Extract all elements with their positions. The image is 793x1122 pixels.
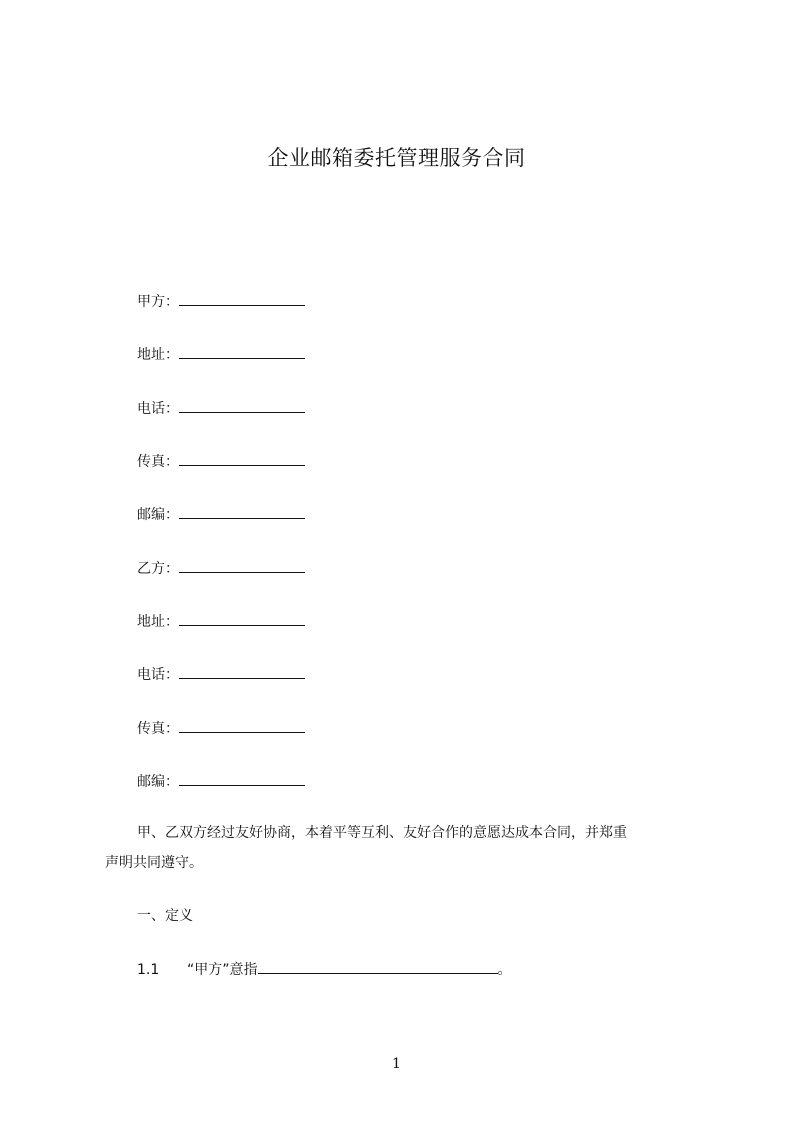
party-b-postcode-field (137, 773, 305, 790)
intro-line-1: 甲、乙双方经过友好协商，本着平等互利、友好合作的意愿达成本合同，并郑重 (137, 825, 627, 841)
field-label: 电话： (137, 667, 179, 683)
party-a-fax-blank[interactable] (179, 453, 305, 466)
field-label: 传真： (137, 454, 179, 470)
party-a-postcode-field (137, 506, 305, 523)
party-b-fax-field (137, 720, 305, 737)
field-label: 邮编： (137, 774, 179, 790)
field-label: 地址： (137, 347, 179, 363)
party-a-blank[interactable] (179, 293, 305, 306)
field-label: 传真： (137, 721, 179, 737)
party-a-address-field (137, 346, 305, 363)
clause-end: 。 (497, 962, 512, 978)
party-a-field (137, 293, 305, 310)
party-b-phone-field (137, 666, 305, 683)
party-b-address-blank[interactable] (179, 613, 305, 626)
document-title: 企业邮箱委托管理服务合同 (267, 146, 526, 170)
section-heading: 一、定义 (137, 908, 193, 924)
field-label: 地址： (137, 614, 179, 630)
party-b-fax-blank[interactable] (179, 720, 305, 733)
clause-blank[interactable] (258, 961, 498, 974)
party-a-address-blank[interactable] (179, 346, 305, 359)
party-a-phone-field (137, 400, 305, 417)
party-a-postcode-blank[interactable] (179, 506, 305, 519)
party-a-fax-field (137, 453, 305, 470)
field-label: 甲方： (137, 294, 179, 310)
party-b-address-field (137, 613, 305, 630)
intro-line-2: 声明共同遵守。 (105, 855, 203, 871)
party-b-field (137, 560, 305, 577)
intro-paragraph (105, 818, 705, 878)
field-label: 乙方： (137, 561, 179, 577)
page-number: 1 (392, 1056, 401, 1072)
party-b-phone-blank[interactable] (179, 666, 305, 679)
field-label: 邮编： (137, 507, 179, 523)
clause-1-1 (137, 959, 512, 979)
clause-number: 1.1 (137, 962, 160, 978)
party-b-postcode-blank[interactable] (179, 773, 305, 786)
party-a-phone-blank[interactable] (179, 400, 305, 413)
field-label: 电话： (137, 401, 179, 417)
party-b-blank[interactable] (179, 560, 305, 573)
clause-text: “甲方”意指 (187, 962, 258, 978)
